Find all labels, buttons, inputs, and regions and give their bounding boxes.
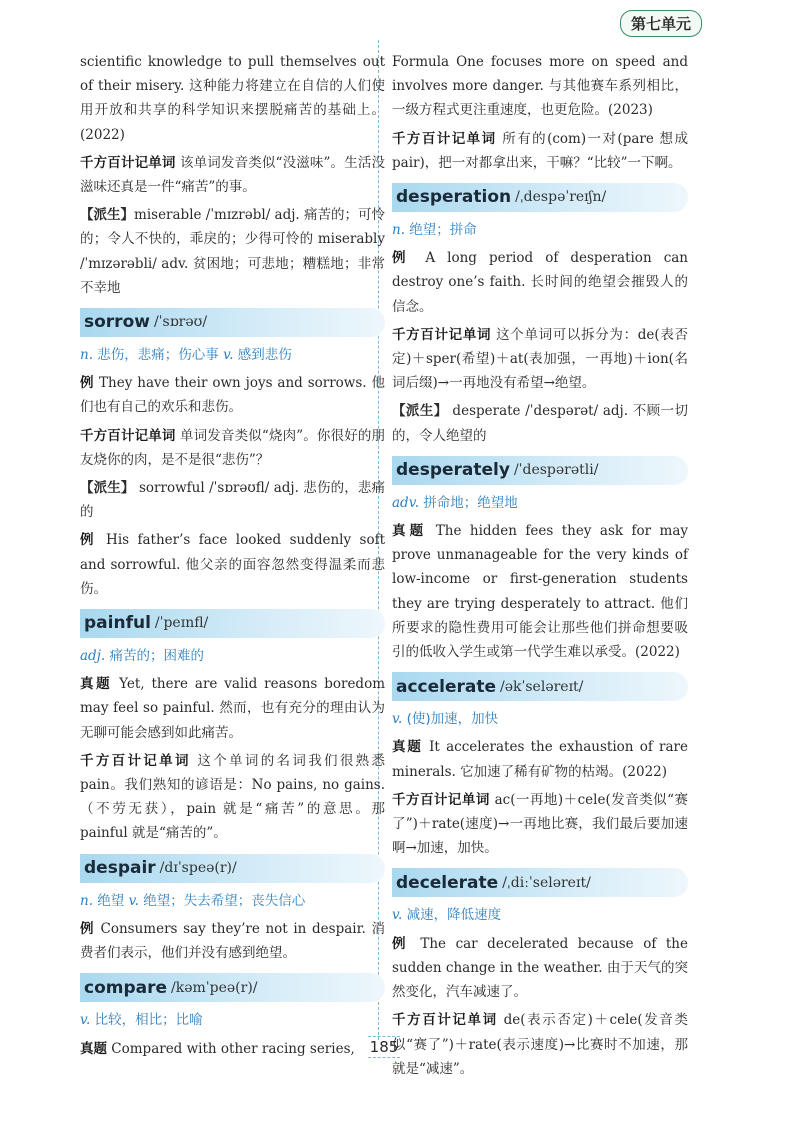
phonetic: /dɪˈspeə(r)/ (159, 860, 237, 877)
intro-derivative: 【派生】miserable /ˈmɪzrəbl/ adj. 痛苦的；可怜的；令人不快的，乖戾的；少得可怜的 miserably /ˈmɪzərəbli/ adv. 贫困地；可悲地；糟糕地；非常不幸地 (80, 207, 385, 296)
meaning: v. (使)加速，加快 (392, 711, 499, 728)
phonetic: /ˌdespəˈreɪʃn/ (515, 189, 607, 206)
example: 例 His father’s face looked suddenly soft and sorrowful. 他父亲的面容忽然变得温柔而悲伤。 (80, 532, 386, 597)
example: 例 A long period of desperation can destroy one’s faith. 长时间的绝望会摧毁人的信念。 (392, 250, 688, 315)
entry-header-despair (80, 854, 385, 883)
meaning: v. 减速，降低速度 (392, 907, 502, 924)
meaning: adv. 拼命地；绝望地 (392, 494, 518, 511)
entry-header-accelerate (392, 672, 688, 701)
unit-tab: 第七单元 (620, 10, 702, 37)
meaning: n. 绝望；拼命 (392, 222, 477, 239)
phonetic: /kəmˈpeə(r)/ (171, 979, 258, 996)
headword: compare (84, 977, 168, 998)
intro-memory-note: 千方百计记单词 该单词发音类似“没滋味”。生活没滋味还真是一件“痛苦”的事。 (80, 154, 385, 196)
headword: desperately (396, 460, 510, 481)
memory-note: 千方百计记单词 这个单词的名词我们很熟悉 pain。我们熟知的谚语是：No pains, no gains.（不劳无获），pain 就是“痛苦”的意思。那 painful 就是“痛苦的”。 (80, 752, 386, 842)
headword: painful (84, 613, 151, 634)
memory-note: 千方百计记单词 单词发音类似“烧肉”。你很好的朋友烧你的肉，是不是很“悲伤”？ (80, 427, 385, 468)
entry-header-sorrow (80, 308, 385, 337)
derivative: 【派生】 sorrowful /ˈsɒrəʊfl/ adj. 悲伤的，悲痛的 (80, 480, 386, 521)
intro-text: Formula One focuses more on speed and involves more danger. 与其他赛车系列相比，一级方程式更注重速度，也更危险。(2023) (392, 54, 688, 119)
entry-header-compare (80, 973, 385, 1002)
right-column (392, 50, 688, 1081)
phonetic: /ˈpeɪnfl/ (154, 615, 209, 632)
entry-header-decelerate (392, 868, 688, 897)
headword: desperation (396, 187, 512, 208)
example: 例 Consumers say they’re not in despair. 消费者们表示，他们并没有感到绝望。 (80, 920, 385, 962)
example: 例 They have their own joys and sorrows. 他们也有自己的欢乐和悲伤。 (80, 375, 385, 416)
meaning: adj. 痛苦的；困难的 (80, 648, 204, 665)
headword: decelerate (396, 872, 499, 893)
meaning: v. 比较，相比；比喻 (80, 1012, 203, 1029)
real-exam-example: 真题 The hidden fees they ask for may prove unmanageable for the very kinds of low-income or first-generation students they are trying desperately to attract. 他们所要求的隐性费用可能会让那些他们拼命想要吸引的低收入学生或第一代学生难以承受。(2022) (392, 523, 689, 661)
left-column (80, 50, 385, 1061)
real-exam-example: 真题 Yet, there are valid reasons boredom may feel so painful. 然而，也有充分的理由认为无聊可能会感到如此痛苦。 (80, 676, 386, 741)
real-exam-example: 真题 Compared with other racing series, (80, 1040, 355, 1057)
meaning: n. 绝望 v. 绝望；失去希望；丧失信心 (80, 892, 306, 909)
phonetic: /əkˈseləreɪt/ (500, 678, 584, 695)
example: 例 The car decelerated because of the sudden change in the weather. 由于天气的突然变化，汽车减速了。 (392, 935, 688, 1001)
memory-note: 千方百计记单词 ac(一再地)＋cele(发音类似“赛了”)＋rate(速度)→一再地比赛，我们最后要加速啊→加速，加快。 (392, 791, 688, 857)
real-exam-example: 真题 It accelerates the exhaustion of rare minerals. 它加速了稀有矿物的枯竭。(2022) (392, 739, 689, 780)
headword: accelerate (396, 676, 497, 697)
entry-header-painful (80, 609, 385, 638)
entry-header-desperately (392, 456, 688, 485)
phonetic: /ˈdespərətli/ (513, 462, 599, 479)
headword: sorrow (84, 312, 150, 333)
headword: despair (84, 858, 156, 879)
entry-header-desperation (392, 183, 688, 212)
intro-text: scientific knowledge to pull themselves out of their misery. 这种能力将建立在自信的人们使用开放和共享的科学知识来摆脱痛苦的基础上。(2022) (80, 54, 385, 143)
phonetic: /ˈsɒrəʊ/ (153, 314, 208, 331)
derivative: 【派生】 desperate /ˈdespərət/ adj. 不顾一切的，令人绝望的 (392, 403, 689, 444)
phonetic: /ˌdiːˈseləreɪt/ (502, 874, 591, 891)
memory-note: 千方百计记单词 这个单词可以拆分为：de(表否定)＋sper(希望)＋at(表加强，一再地)＋ion(名词后缀)→一再地没有希望→绝望。 (392, 326, 688, 392)
page-number: 185 (369, 1038, 399, 1056)
meaning: n. 悲伤，悲痛；伤心事 v. 感到悲伤 (80, 347, 292, 364)
memory-note: 千方百计记单词 de(表示否定)＋cele(发音类似“赛了”)＋rate(表示速度)→比赛时不加速，那就是“减速”。 (392, 1012, 688, 1077)
intro-memory-note: 千方百计记单词 所有的(com)一对(pare 想成 pair)，把一对都拿出来，干嘛？“比较”一下啊。 (392, 130, 688, 171)
